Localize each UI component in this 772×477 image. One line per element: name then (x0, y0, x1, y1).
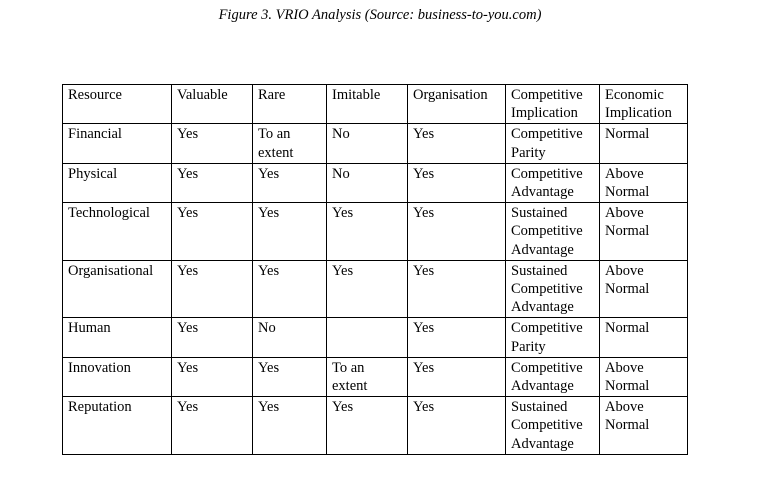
cell-competitive-implication: Sustained Competitive Advantage (506, 260, 600, 318)
header-imitable: Imitable (327, 85, 408, 124)
cell-competitive-implication: Competitive Advantage (506, 357, 600, 396)
table-row (63, 260, 688, 318)
cell-organisation: Yes (408, 163, 506, 202)
header-valuable: Valuable (172, 85, 253, 124)
cell-resource: Innovation (63, 357, 172, 396)
cell-competitive-implication: Sustained Competitive Advantage (506, 397, 600, 455)
cell-economic-implication: Above Normal (600, 260, 688, 318)
cell-economic-implication: Above Normal (600, 163, 688, 202)
cell-rare: Yes (253, 203, 327, 261)
cell-resource: Technological (63, 203, 172, 261)
cell-organisation: Yes (408, 397, 506, 455)
cell-resource: Reputation (63, 397, 172, 455)
cell-valuable: Yes (172, 357, 253, 396)
cell-rare: To an extent (253, 124, 327, 163)
cell-resource: Financial (63, 124, 172, 163)
cell-economic-implication: Normal (600, 124, 688, 163)
table-row (63, 163, 688, 202)
cell-economic-implication: Above Normal (600, 397, 688, 455)
cell-imitable: Yes (327, 397, 408, 455)
cell-valuable: Yes (172, 318, 253, 357)
table-row (63, 357, 688, 396)
figure-caption: Figure 3. VRIO Analysis (Source: business-to-you.com) (218, 7, 542, 23)
cell-imitable: To an extent (327, 357, 408, 396)
header-resource: Resource (63, 85, 172, 124)
cell-organisation: Yes (408, 124, 506, 163)
table-row (63, 397, 688, 455)
cell-competitive-implication: Competitive Advantage (506, 163, 600, 202)
cell-resource: Physical (63, 163, 172, 202)
cell-valuable: Yes (172, 124, 253, 163)
cell-competitive-implication: Sustained Competitive Advantage (506, 203, 600, 261)
vrio-table (62, 84, 688, 455)
cell-competitive-implication: Competitive Parity (506, 124, 600, 163)
cell-resource: Organisational (63, 260, 172, 318)
cell-valuable: Yes (172, 260, 253, 318)
table-row (63, 124, 688, 163)
cell-rare: Yes (253, 260, 327, 318)
cell-resource: Human (63, 318, 172, 357)
cell-organisation: Yes (408, 260, 506, 318)
header-rare: Rare (253, 85, 327, 124)
cell-organisation: Yes (408, 203, 506, 261)
cell-valuable: Yes (172, 397, 253, 455)
cell-rare: Yes (253, 357, 327, 396)
header-competitive-implication: Competitive Implication (506, 85, 600, 124)
cell-economic-implication: Above Normal (600, 203, 688, 261)
cell-valuable: Yes (172, 203, 253, 261)
cell-rare: Yes (253, 397, 327, 455)
cell-competitive-implication: Competitive Parity (506, 318, 600, 357)
cell-organisation: Yes (408, 318, 506, 357)
cell-imitable: Yes (327, 260, 408, 318)
cell-rare: Yes (253, 163, 327, 202)
header-economic-implication: Economic Implication (600, 85, 688, 124)
cell-imitable: No (327, 124, 408, 163)
cell-rare: No (253, 318, 327, 357)
table-header-row (63, 85, 688, 124)
cell-economic-implication: Normal (600, 318, 688, 357)
cell-valuable: Yes (172, 163, 253, 202)
cell-economic-implication: Above Normal (600, 357, 688, 396)
cell-imitable: Yes (327, 203, 408, 261)
cell-imitable: No (327, 163, 408, 202)
table-row (63, 203, 688, 261)
table-row (63, 318, 688, 357)
cell-imitable (327, 318, 408, 357)
header-organisation: Organisation (408, 85, 506, 124)
cell-organisation: Yes (408, 357, 506, 396)
